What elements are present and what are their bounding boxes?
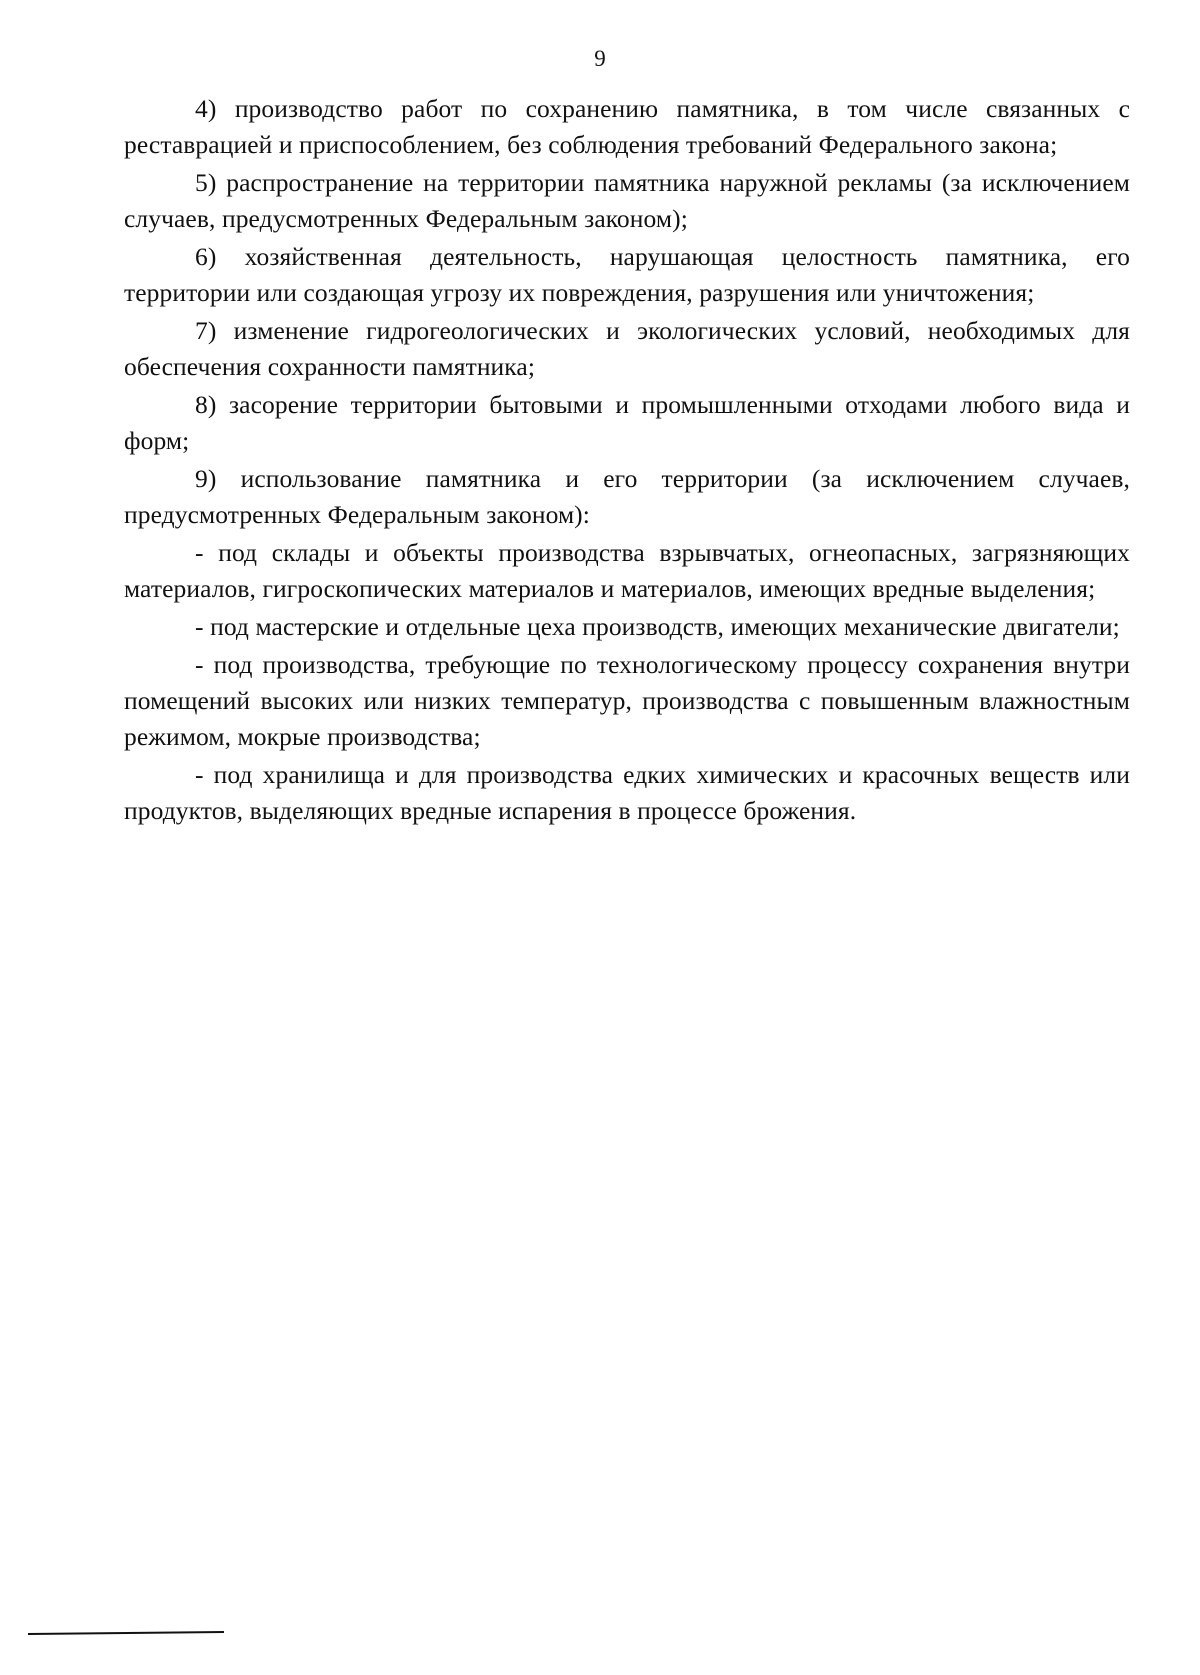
paragraph-item-7: 7) изменение гидрогеологических и экологических условий, необходимых для обеспечения сохранности памятника; (124, 316, 1130, 381)
page-number: 9 (594, 46, 606, 71)
sub-item-chemical-storage: - под хранилища и для производства едких химических и красочных веществ или продуктов, выделяющих вредные испарения в процессе брожения. (124, 760, 1130, 825)
paragraph-item-5: 5) распространение на территории памятника наружной рекламы (за исключением случаев, предусмотренных Федеральным законом); (124, 168, 1130, 233)
paragraph-item-9: 9) использование памятника и его территории (за исключением случаев, предусмотренных Федеральным законом): (124, 464, 1130, 529)
sub-item-workshops: - под мастерские и отдельные цеха производств, имеющих механические двигатели; (195, 612, 1120, 641)
footer-rule (28, 1631, 224, 1635)
paragraph-item-6: 6) хозяйственная деятельность, нарушающая целостность памятника, его территории или создающая угрозу их повреждения, разрушения или уничтожения; (124, 242, 1130, 307)
sub-item-warehouses: - под склады и объекты производства взрывчатых, огнеопасных, загрязняющих материалов, гигроскопических материалов и материалов, имеющих вредные выделения; (124, 538, 1130, 603)
paragraph-item-8: 8) засорение территории бытовыми и промышленными отходами любого вида и форм; (124, 390, 1130, 455)
sub-item-temperature-production: - под производства, требующие по технологическому процессу сохранения внутри помещений высоких или низких температур, производства с повышенным влажностным режимом, мокрые производства; (124, 650, 1130, 751)
paragraph-item-4: 4) производство работ по сохранению памятника, в том числе связанных с реставрацией и приспособлением, без соблюдения требований Федерального закона; (124, 94, 1130, 159)
document-body (124, 91, 1130, 831)
